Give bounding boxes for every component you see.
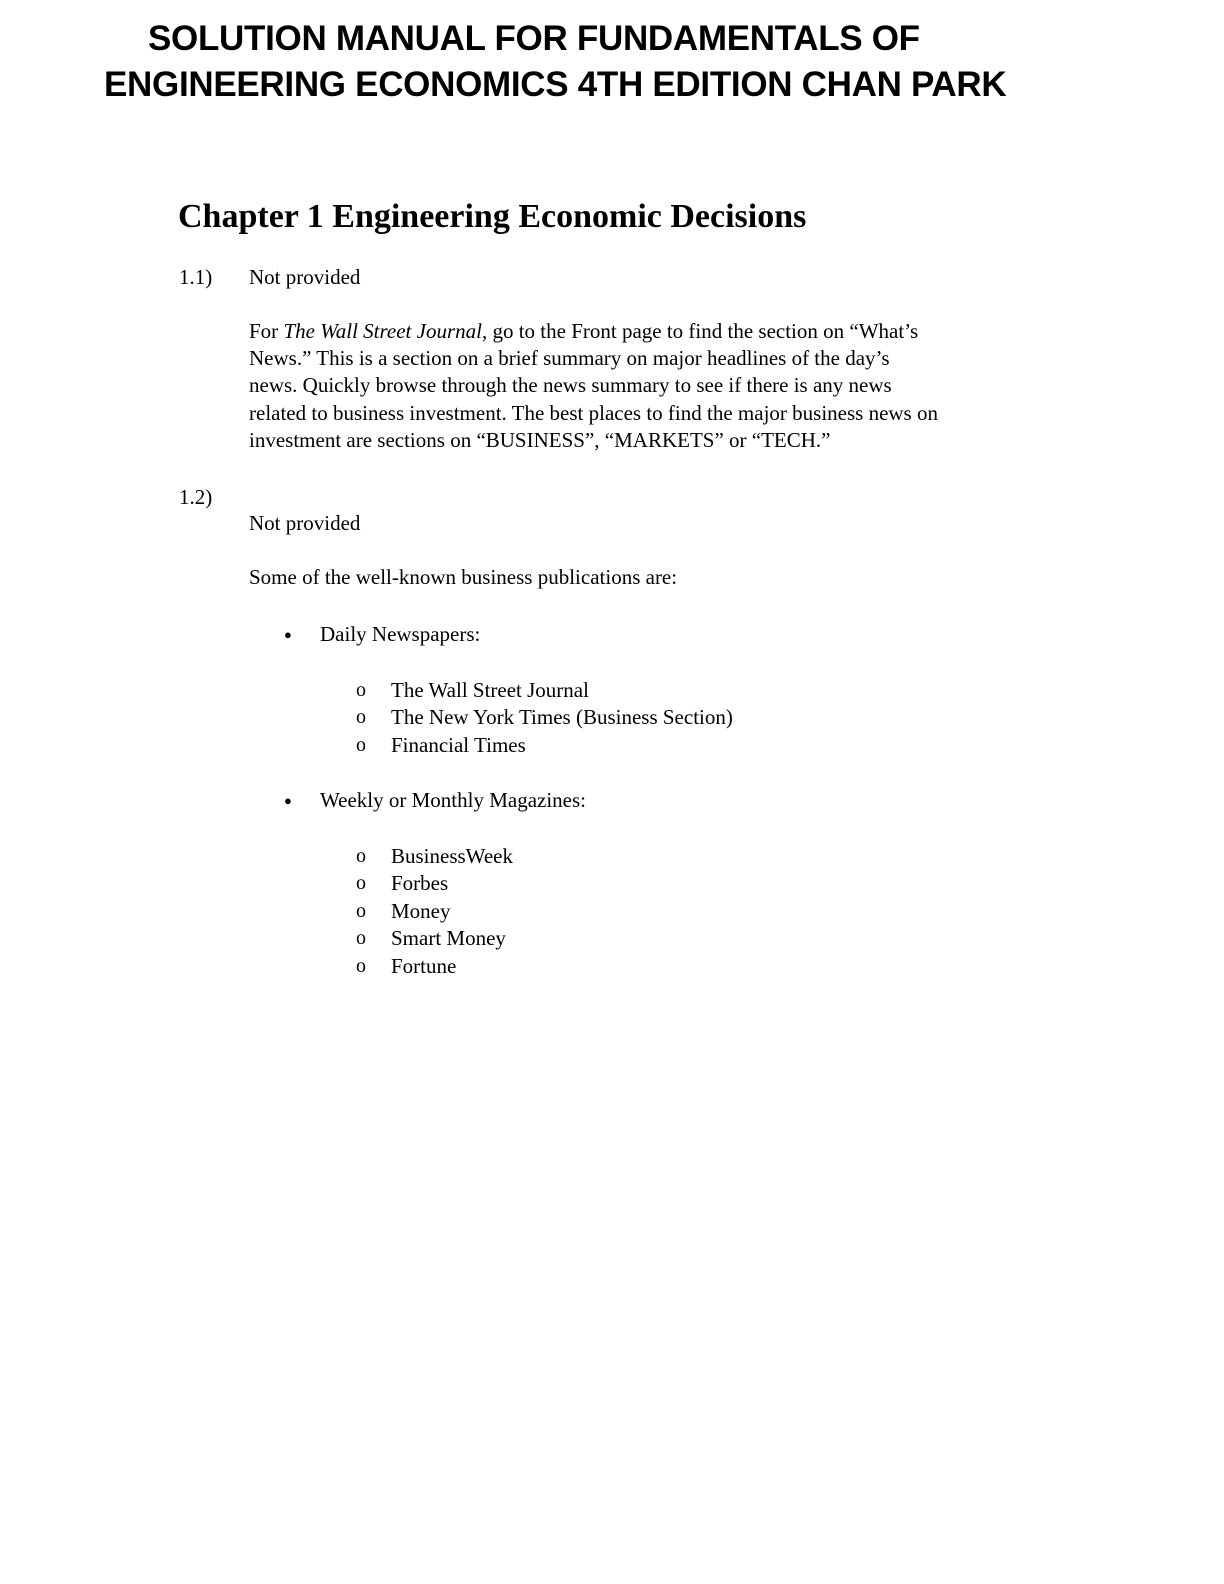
paragraph-line-4: related to business investment. The best places to find the major business news on — [249, 400, 938, 425]
paragraph-line-3: news. Quickly browse through the news summary to see if there is any news — [249, 373, 892, 398]
sub-bullet-icon: o — [356, 927, 366, 949]
sub-bullet-icon: o — [356, 955, 366, 977]
problem-1-2-intro: Some of the well-known business publications are: — [249, 565, 678, 589]
list-item: Forbes — [391, 871, 449, 895]
bullet-icon: ● — [284, 793, 292, 808]
problem-note-1-2: Not provided — [249, 511, 361, 535]
bullet-icon: ● — [284, 627, 292, 642]
list-item: The Wall Street Journal — [391, 678, 589, 702]
problem-number-1-1: 1.1) — [179, 265, 213, 289]
problem-note-1-1: Not provided — [249, 265, 361, 289]
paragraph-line-1-post: , go to the Front page to find the section on “What’s — [481, 319, 919, 343]
list-item: Smart Money — [391, 926, 506, 950]
header-line-1: SOLUTION MANUAL FOR FUNDAMENTALS OF — [148, 19, 920, 58]
list-item: BusinessWeek — [391, 844, 513, 868]
paragraph-line-1-pre: For — [249, 319, 284, 343]
chapter-title: Chapter 1 Engineering Economic Decisions — [178, 198, 807, 235]
sub-bullet-icon: o — [356, 900, 366, 922]
sub-bullet-icon: o — [356, 845, 366, 867]
problem-number-1-2: 1.2) — [179, 485, 213, 509]
sub-bullet-icon: o — [356, 872, 366, 894]
list-item: Fortune — [391, 954, 457, 978]
group-label-daily-newspapers: Daily Newspapers: — [320, 622, 481, 646]
sub-bullet-icon: o — [356, 706, 366, 728]
header-line-2: ENGINEERING ECONOMICS 4TH EDITION CHAN PARK — [104, 65, 1007, 104]
list-item: The New York Times (Business Section) — [391, 705, 733, 729]
sub-bullet-icon: o — [356, 679, 366, 701]
paragraph-line-5: investment are sections on “BUSINESS”, “MARKETS” or “TECH.” — [249, 427, 831, 452]
list-item: Money — [391, 899, 451, 923]
paragraph-line-2: News.” This is a section on a brief summary on major headlines of the day’s — [249, 346, 890, 371]
paragraph-line-1 — [249, 318, 1039, 345]
sub-bullet-icon: o — [356, 734, 366, 756]
problem-1-1-paragraph — [249, 318, 1039, 454]
group-label-magazines: Weekly or Monthly Magazines: — [320, 788, 586, 812]
list-item: Financial Times — [391, 733, 526, 757]
publication-title-italic: The Wall Street Journal — [283, 319, 482, 343]
